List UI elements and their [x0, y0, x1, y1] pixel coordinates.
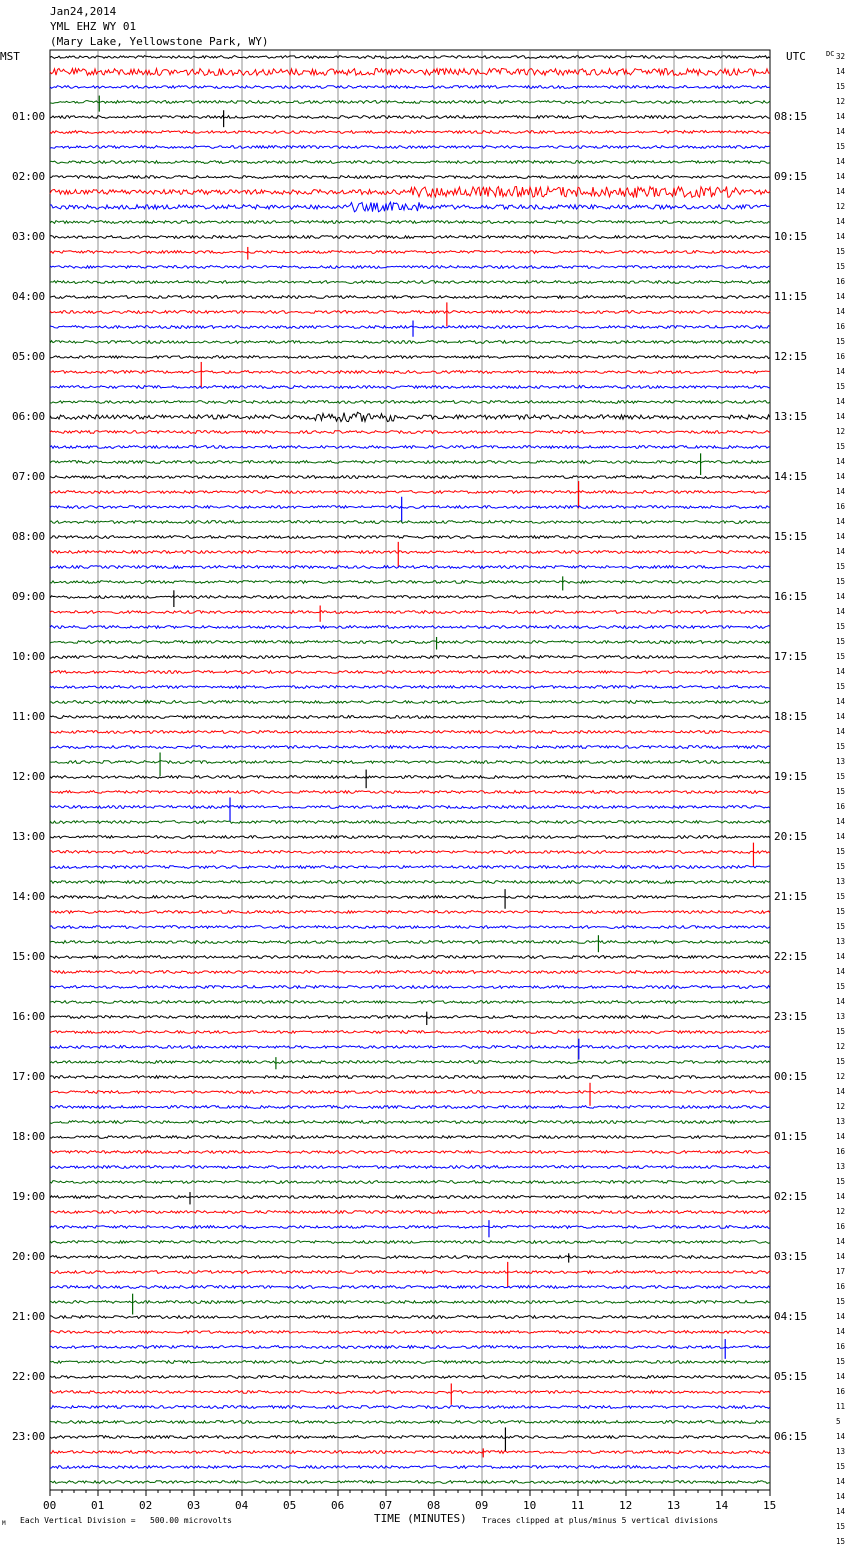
dc-value: 17 [836, 1267, 846, 1276]
mst-hour-label: 01:00 [12, 110, 46, 123]
dc-value: 14 [836, 472, 846, 481]
trace-row [50, 836, 770, 839]
dc-value: 14 [836, 397, 846, 406]
trace-row [50, 491, 770, 494]
x-axis-title: TIME (MINUTES) [374, 1512, 467, 1525]
trace-row [50, 521, 770, 524]
trace-row [50, 187, 770, 198]
dc-value: 12 [836, 1207, 846, 1216]
trace-row [50, 1376, 770, 1379]
trace-row [50, 626, 770, 629]
trace-row [50, 326, 770, 329]
utc-hour-label: 11:15 [774, 290, 808, 303]
trace-row [50, 611, 770, 614]
trace-row [50, 371, 770, 374]
trace-row [50, 881, 770, 884]
trace-row [50, 806, 770, 809]
dc-value: 15 [836, 787, 846, 796]
dc-value: 15 [836, 907, 846, 916]
trace-row [50, 866, 770, 869]
dc-value: 14 [836, 1492, 846, 1501]
mst-hour-label: 15:00 [12, 950, 46, 963]
trace-row [50, 131, 770, 134]
mst-hour-label: 12:00 [12, 770, 46, 783]
dc-value: 15 [836, 847, 846, 856]
dc-value: 12 [836, 1102, 846, 1111]
trace-row [50, 86, 770, 89]
dc-value: 16 [836, 322, 846, 331]
dc-value: 16 [836, 802, 846, 811]
trace-group [50, 56, 770, 1484]
dc-value: 15 [836, 922, 846, 931]
trace-row [50, 1361, 770, 1364]
trace-row [50, 476, 770, 479]
trace-row [50, 701, 770, 704]
dc-value: 13 [836, 757, 846, 766]
trace-row [50, 1436, 770, 1439]
x-tick-label: 05 [283, 1499, 297, 1512]
x-tick-label: 15 [763, 1499, 777, 1512]
x-tick-label: 00 [43, 1499, 57, 1512]
dc-value: 15 [836, 1177, 846, 1186]
dc-value: 15 [836, 1462, 846, 1471]
station-name: YML EHZ WY 01 [50, 20, 137, 33]
dc-value: 15 [836, 442, 846, 451]
mst-hour-label: 02:00 [12, 170, 46, 183]
dc-value: 14 [836, 67, 846, 76]
mst-hour-label: 17:00 [12, 1070, 46, 1083]
utc-hour-label: 05:15 [774, 1370, 808, 1383]
mst-hour-label: 23:00 [12, 1430, 46, 1443]
station-location: (Mary Lake, Yellowstone Park, WY) [50, 35, 269, 48]
trace-row [50, 386, 770, 389]
mst-hour-label: 14:00 [12, 890, 46, 903]
dc-value: 14 [836, 817, 846, 826]
x-tick-label: 04 [235, 1499, 249, 1512]
dc-value: 14 [836, 1252, 846, 1261]
dc-value: 13 [836, 1012, 846, 1021]
trace-row [50, 1181, 770, 1184]
x-tick-label: 14 [715, 1499, 729, 1512]
dc-value: 14 [836, 112, 846, 121]
scale-note: Each Vertical Division = 500.00 microvolts [20, 1516, 232, 1525]
x-tick-label: 03 [187, 1499, 201, 1512]
utc-hour-label: 14:15 [774, 470, 808, 483]
utc-hour-label: 09:15 [774, 170, 808, 183]
dc-value: 12 [836, 1042, 846, 1051]
dc-value: 15 [836, 622, 846, 631]
dc-value: 15 [836, 1537, 846, 1546]
dc-value: 16 [836, 502, 846, 511]
dc-value: 12 [836, 97, 846, 106]
utc-hour-label: 01:15 [774, 1130, 808, 1143]
dc-label: DC [826, 50, 835, 58]
trace-row [50, 221, 770, 224]
dc-value: 14 [836, 487, 846, 496]
trace-row [50, 1331, 770, 1334]
trace-row [50, 341, 770, 344]
trace-row [50, 776, 770, 779]
trace-row [50, 1046, 770, 1049]
trace-row [50, 69, 770, 76]
utc-hour-label: 10:15 [774, 230, 808, 243]
dc-value: 14 [836, 997, 846, 1006]
trace-row [50, 311, 770, 314]
trace-row [50, 296, 770, 299]
dc-value: 14 [836, 967, 846, 976]
dc-value: 14 [836, 1312, 846, 1321]
utc-hour-label: 21:15 [774, 890, 808, 903]
dc-value: 14 [836, 412, 846, 421]
trace-row [50, 266, 770, 269]
dc-value: 15 [836, 82, 846, 91]
dc-value: 12 [836, 1072, 846, 1081]
x-tick-label: 11 [571, 1499, 585, 1512]
dc-value: 14 [836, 307, 846, 316]
mst-hour-label: 16:00 [12, 1010, 46, 1023]
trace-row [50, 536, 770, 539]
dc-value: 14 [836, 1507, 846, 1516]
dc-value: 15 [836, 382, 846, 391]
trace-row [50, 1406, 770, 1409]
dc-value: 16 [836, 1387, 846, 1396]
trace-row [50, 956, 770, 959]
dc-value: 14 [836, 367, 846, 376]
dc-value: 13 [836, 1162, 846, 1171]
dc-value: 15 [836, 1027, 846, 1036]
utc-hour-label: 04:15 [774, 1310, 808, 1323]
trace-row [50, 1226, 770, 1229]
dc-value: 13 [836, 1117, 846, 1126]
mst-hour-label: 05:00 [12, 350, 46, 363]
dc-value: 15 [836, 682, 846, 691]
dc-value: 14 [836, 187, 846, 196]
dc-value: 15 [836, 262, 846, 271]
trace-row [50, 986, 770, 989]
trace-row [50, 1451, 770, 1454]
dc-value: 15 [836, 1357, 846, 1366]
trace-row [50, 1106, 770, 1109]
trace-row [50, 1466, 770, 1469]
mst-hour-label: 03:00 [12, 230, 46, 243]
utc-hour-label: 00:15 [774, 1070, 808, 1083]
dc-value: 14 [836, 172, 846, 181]
dc-value: 16 [836, 1147, 846, 1156]
x-tick-label: 13 [667, 1499, 681, 1512]
dc-value: 15 [836, 652, 846, 661]
dc-value: 14 [836, 697, 846, 706]
mst-hour-label: 18:00 [12, 1130, 46, 1143]
dc-value: 14 [836, 532, 846, 541]
mst-hour-label: 07:00 [12, 470, 46, 483]
trace-row [50, 926, 770, 929]
trace-row [50, 821, 770, 824]
trace-row [50, 401, 770, 404]
trace-row [50, 911, 770, 914]
dc-value: 15 [836, 142, 846, 151]
dc-value: 15 [836, 337, 846, 346]
dc-value: 14 [836, 217, 846, 226]
trace-row [50, 1256, 770, 1259]
utc-hour-label: 18:15 [774, 710, 808, 723]
dc-value: 14 [836, 832, 846, 841]
trace-row [50, 851, 770, 854]
dc-value: 15 [836, 982, 846, 991]
trace-row [50, 1196, 770, 1199]
dc-value: 11 [836, 1402, 846, 1411]
dc-value: 15 [836, 772, 846, 781]
trace-row [50, 761, 770, 764]
utc-hour-label: 08:15 [774, 110, 808, 123]
utc-hour-label: 22:15 [774, 950, 808, 963]
dc-value: 14 [836, 1477, 846, 1486]
trace-row [50, 971, 770, 974]
trace-row [50, 506, 770, 509]
dc-value: 13 [836, 937, 846, 946]
dc-value: 12 [836, 427, 846, 436]
trace-row [50, 461, 770, 464]
trace-row [50, 1286, 770, 1289]
utc-hour-label: 20:15 [774, 830, 808, 843]
dc-value: 15 [836, 1057, 846, 1066]
clip-note: Traces clipped at plus/minus 5 vertical divisions [482, 1516, 719, 1525]
dc-value: 14 [836, 592, 846, 601]
dc-value: 14 [836, 232, 846, 241]
trace-row [50, 596, 770, 599]
mst-hour-label: 20:00 [12, 1250, 46, 1263]
x-tick-label: 02 [139, 1499, 153, 1512]
trace-row [50, 412, 770, 421]
trace-row [50, 641, 770, 644]
mst-hour-label: 06:00 [12, 410, 46, 423]
dc-value: 14 [836, 517, 846, 526]
trace-row [50, 716, 770, 719]
dc-value: 14 [836, 1432, 846, 1441]
x-tick-label: 06 [331, 1499, 345, 1512]
utc-hour-label: 16:15 [774, 590, 808, 603]
trace-row [50, 791, 770, 794]
mst-hour-label: 21:00 [12, 1310, 46, 1323]
trace-row [50, 1481, 770, 1484]
dc-value: 14 [836, 157, 846, 166]
trace-row [50, 1061, 770, 1064]
dc-value: 14 [836, 712, 846, 721]
dc-value: 14 [836, 457, 846, 466]
trace-row [50, 431, 770, 434]
dc-value: 16 [836, 1342, 846, 1351]
trace-row [50, 671, 770, 674]
mst-axis-label: MST [0, 50, 20, 63]
dc-value: 14 [836, 1192, 846, 1201]
utc-hour-label: 17:15 [774, 650, 808, 663]
utc-hour-label: 02:15 [774, 1190, 808, 1203]
trace-row [50, 1316, 770, 1319]
dc-value: 14 [836, 727, 846, 736]
utc-hour-label: 06:15 [774, 1430, 808, 1443]
x-tick-label: 10 [523, 1499, 537, 1512]
dc-value: 13 [836, 877, 846, 886]
mst-hour-label: 13:00 [12, 830, 46, 843]
dc-value: 15 [836, 637, 846, 646]
dc-value: 14 [836, 292, 846, 301]
trace-row [50, 896, 770, 899]
dc-value: 14 [836, 547, 846, 556]
corner-mark: M [2, 1520, 6, 1527]
dc-value: 12 [836, 202, 846, 211]
dc-value: 13 [836, 1447, 846, 1456]
trace-row [50, 1076, 770, 1079]
trace-row [50, 176, 770, 179]
dc-value: 16 [836, 352, 846, 361]
trace-row [50, 281, 770, 284]
trace-row [50, 1301, 770, 1304]
trace-row [50, 1151, 770, 1154]
dc-value: 14 [836, 952, 846, 961]
dc-value: 15 [836, 247, 846, 256]
dc-value: 14 [836, 1237, 846, 1246]
trace-row [50, 446, 770, 449]
utc-hour-label: 13:15 [774, 410, 808, 423]
trace-row [50, 1346, 770, 1349]
trace-row [50, 236, 770, 239]
trace-row [50, 731, 770, 734]
dc-value: 15 [836, 862, 846, 871]
trace-row [50, 251, 770, 254]
utc-hour-label: 03:15 [774, 1250, 808, 1263]
trace-row [50, 746, 770, 749]
trace-row [50, 116, 770, 119]
dc-value: 15 [836, 562, 846, 571]
trace-row [50, 1241, 770, 1244]
utc-hour-label: 15:15 [774, 530, 808, 543]
x-tick-label: 08 [427, 1499, 441, 1512]
trace-row [50, 1271, 770, 1274]
trace-row [50, 1421, 770, 1424]
trace-row [50, 161, 770, 164]
dc-value: 14 [836, 1327, 846, 1336]
x-axis [50, 1490, 770, 1496]
trace-row [50, 1391, 770, 1394]
mst-hour-label: 19:00 [12, 1190, 46, 1203]
trace-row [50, 551, 770, 554]
trace-row [50, 1121, 770, 1124]
mst-hour-label: 08:00 [12, 530, 46, 543]
chart-date: Jan24,2014 [50, 5, 117, 18]
dc-value: 14 [836, 607, 846, 616]
dc-value: 14 [836, 667, 846, 676]
trace-row [50, 941, 770, 944]
dc-value: 15 [836, 892, 846, 901]
dc-value: 14 [836, 1372, 846, 1381]
mst-hour-label: 09:00 [12, 590, 46, 603]
mst-hour-label: 10:00 [12, 650, 46, 663]
utc-axis-label: UTC [786, 50, 806, 63]
trace-row [50, 1211, 770, 1214]
trace-row [50, 146, 770, 149]
utc-hour-label: 23:15 [774, 1010, 808, 1023]
trace-row [50, 1031, 770, 1034]
trace-row [50, 202, 770, 212]
utc-hour-label: 19:15 [774, 770, 808, 783]
dc-value: 15 [836, 1297, 846, 1306]
x-tick-label: 12 [619, 1499, 633, 1512]
dc-value: 5 [836, 1417, 841, 1426]
trace-row [50, 56, 770, 59]
dc-value: 14 [836, 1087, 846, 1096]
dc-value: 14 [836, 127, 846, 136]
x-tick-label: 09 [475, 1499, 489, 1512]
trace-row [50, 1016, 770, 1019]
trace-row [50, 581, 770, 584]
dc-value: 16 [836, 1222, 846, 1231]
mst-hour-label: 04:00 [12, 290, 46, 303]
x-tick-label: 01 [91, 1499, 105, 1512]
trace-row [50, 566, 770, 569]
x-tick-label: 07 [379, 1499, 393, 1512]
trace-row [50, 1166, 770, 1169]
trace-row [50, 656, 770, 659]
trace-row [50, 356, 770, 359]
trace-row [50, 1091, 770, 1094]
mst-hour-label: 11:00 [12, 710, 46, 723]
dc-value: 15 [836, 1522, 846, 1531]
dc-value: 15 [836, 577, 846, 586]
trace-row [50, 101, 770, 104]
trace-row [50, 1136, 770, 1139]
dc-value: 14 [836, 1132, 846, 1141]
dc-value: 16 [836, 277, 846, 286]
dc-value: 16 [836, 1282, 846, 1291]
dc-value: 32 [836, 52, 846, 61]
mst-hour-label: 22:00 [12, 1370, 46, 1383]
trace-row [50, 1001, 770, 1004]
trace-row [50, 686, 770, 689]
dc-value: 15 [836, 742, 846, 751]
utc-hour-label: 12:15 [774, 350, 808, 363]
